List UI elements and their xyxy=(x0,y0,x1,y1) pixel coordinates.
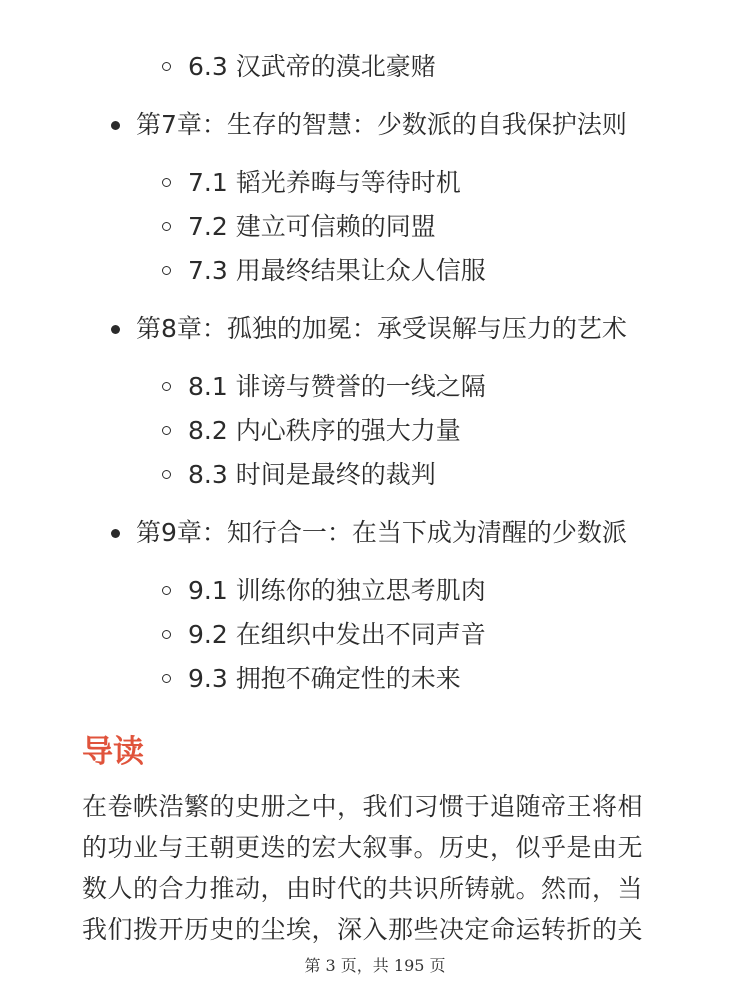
toc-chapter-7 xyxy=(0,103,750,293)
chapter-title: 第9章：知行合一：在当下成为清醒的少数派 xyxy=(136,518,627,547)
section-label: 8.3 时间是最终的裁判 xyxy=(188,460,436,489)
chapter-title-row[interactable] xyxy=(0,103,750,147)
chapter-title: 第8章：孤独的加冕：承受误解与压力的艺术 xyxy=(136,314,627,343)
spacer xyxy=(0,89,750,103)
section-label: 9.1 训练你的独立思考肌肉 xyxy=(188,576,486,605)
toc-section-7-2[interactable] xyxy=(0,205,750,249)
toc-section-7-3[interactable] xyxy=(0,249,750,293)
toc-section-8-3[interactable] xyxy=(0,453,750,497)
section-label: 7.1 韬光养晦与等待时机 xyxy=(188,168,461,197)
hollow-bullet-icon xyxy=(162,586,171,595)
toc-section-8-2[interactable] xyxy=(0,409,750,453)
hollow-bullet-icon xyxy=(162,674,171,683)
toc-section-7-1[interactable] xyxy=(0,161,750,205)
paragraph-line: 的功业与王朝更迭的宏大叙事。历史，似乎是由无 xyxy=(82,833,644,862)
chapter-title-row[interactable] xyxy=(0,511,750,555)
spacer xyxy=(0,293,750,307)
paragraph-line: 我们拨开历史的尘埃，深入那些决定命运转折的关 xyxy=(82,915,644,944)
intro-paragraph xyxy=(82,786,672,950)
page-number-footer: 第 3 页，共 195 页 xyxy=(304,956,446,975)
section-label: 8.1 诽谤与赞誉的一线之隔 xyxy=(188,372,486,401)
filled-bullet-icon xyxy=(111,325,120,334)
table-of-contents xyxy=(0,45,750,701)
hollow-bullet-icon xyxy=(162,630,171,639)
section-label: 7.3 用最终结果让众人信服 xyxy=(188,256,486,285)
intro-heading: 导读 xyxy=(82,734,144,770)
filled-bullet-icon xyxy=(111,121,120,130)
section-list xyxy=(0,161,750,293)
toc-section-9-2[interactable] xyxy=(0,613,750,657)
section-label: 6.3 汉武帝的漠北豪赌 xyxy=(188,52,436,81)
section-label: 9.3 拥抱不确定性的未来 xyxy=(188,664,461,693)
toc-chapter-9 xyxy=(0,511,750,701)
hollow-bullet-icon xyxy=(162,222,171,231)
toc-section-6-3[interactable] xyxy=(0,45,750,89)
toc-section-8-1[interactable] xyxy=(0,365,750,409)
hollow-bullet-icon xyxy=(162,382,171,391)
hollow-bullet-icon xyxy=(162,426,171,435)
section-list xyxy=(0,569,750,701)
chapter-title-row[interactable] xyxy=(0,307,750,351)
spacer xyxy=(0,497,750,511)
paragraph-line: 数人的合力推动，由时代的共识所铸就。然而，当 xyxy=(82,874,644,903)
spacer xyxy=(0,147,750,161)
filled-bullet-icon xyxy=(111,529,120,538)
chapter-title: 第7章：生存的智慧：少数派的自我保护法则 xyxy=(136,110,627,139)
section-label: 7.2 建立可信赖的同盟 xyxy=(188,212,436,241)
hollow-bullet-icon xyxy=(162,470,171,479)
section-label: 9.2 在组织中发出不同声音 xyxy=(188,620,486,649)
section-label: 8.2 内心秩序的强大力量 xyxy=(188,416,461,445)
section-list xyxy=(0,365,750,497)
hollow-bullet-icon xyxy=(162,62,171,71)
paragraph-line: 在卷帙浩繁的史册之中，我们习惯于追随帝王将相 xyxy=(82,792,644,821)
toc-section-9-1[interactable] xyxy=(0,569,750,613)
hollow-bullet-icon xyxy=(162,178,171,187)
spacer xyxy=(0,351,750,365)
toc-chapter-8 xyxy=(0,307,750,497)
spacer xyxy=(0,555,750,569)
toc-section-9-3[interactable] xyxy=(0,657,750,701)
hollow-bullet-icon xyxy=(162,266,171,275)
